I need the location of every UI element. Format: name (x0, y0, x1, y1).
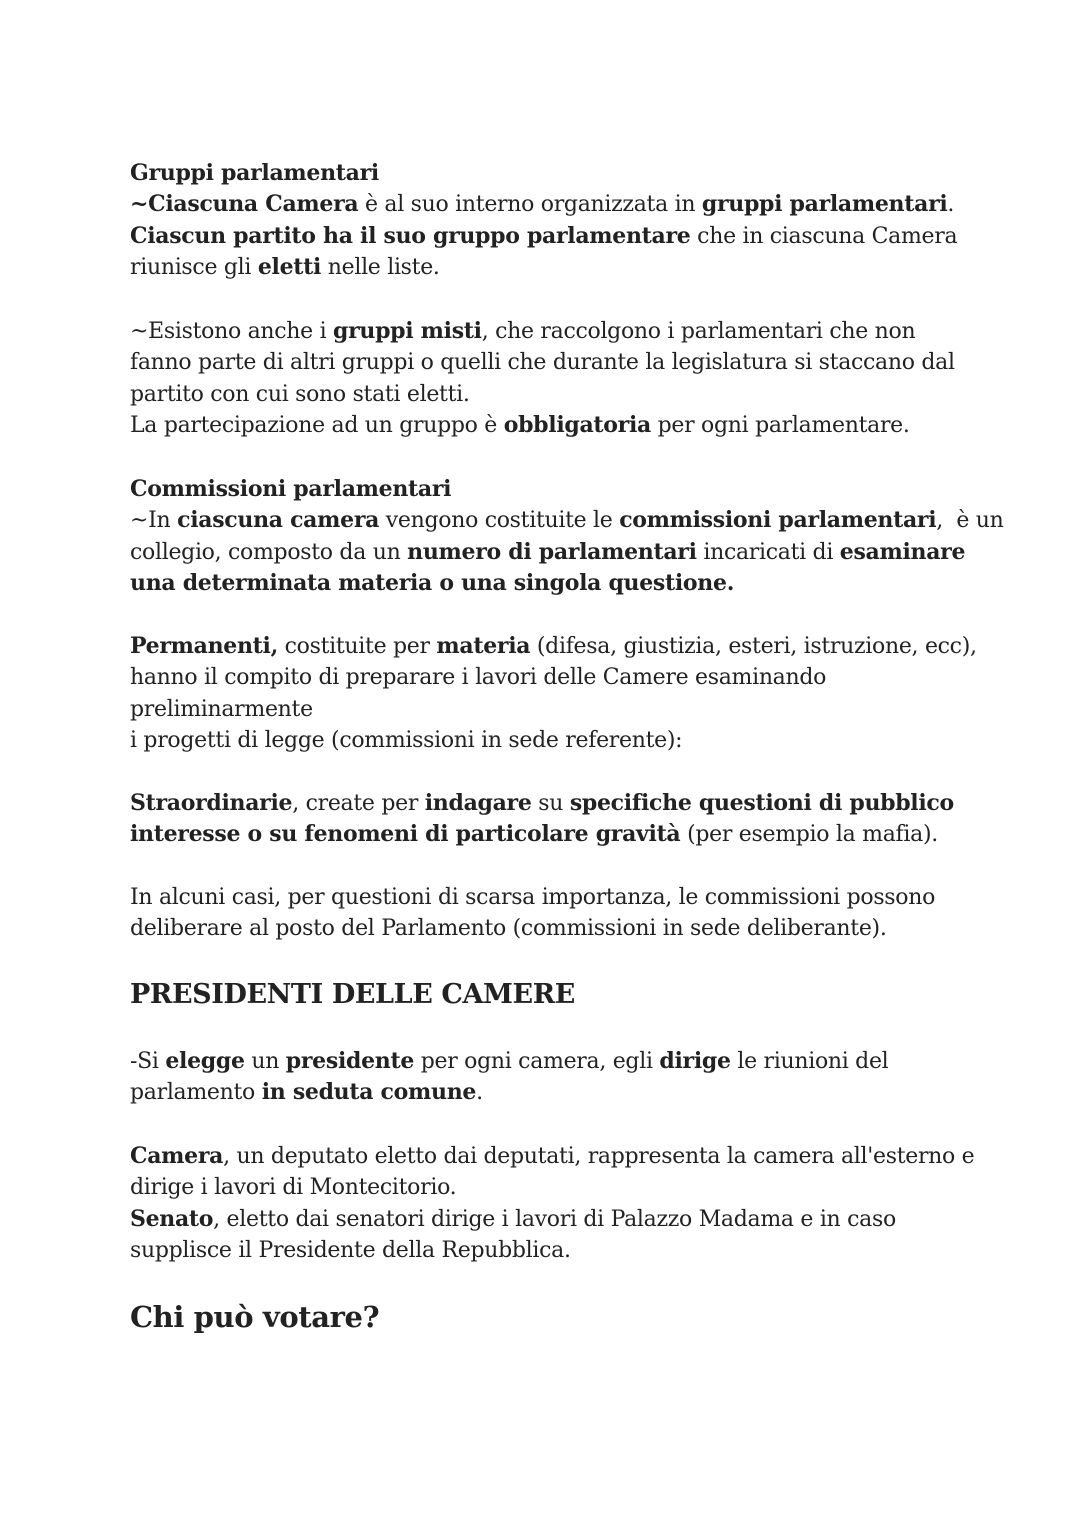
deliberante-paragraph (130, 882, 935, 945)
gruppi-misti-paragraph (130, 316, 955, 442)
presidenti-heading: PRESIDENTI DELLE CAMERE (130, 979, 575, 1010)
camera-line-2: dirige i lavori di Montecitorio. (130, 1175, 457, 1201)
misti-line-2: fanno parte di altri gruppi o quelli che durante la legislatura si staccano dal (130, 350, 955, 376)
commissioni-line-2: collegio, composto da un numero di parlamentari incaricati di esaminare (130, 538, 966, 565)
permanenti-line-3: preliminarmente (130, 696, 313, 722)
gruppi-line-1: ~Ciascuna Camera è al suo interno organizzata in gruppi parlamentari. (130, 191, 955, 218)
commissioni-line-1: ~In ciascuna camera vengono costituite le commissioni parlamentari, è un (130, 507, 1004, 534)
straordinarie-line-1: Straordinarie, create per indagare su specifiche questioni di pubblico (130, 790, 954, 816)
senato-line-1: Senato, eletto dai senatori dirige i lavori di Palazzo Madama e in caso (130, 1205, 896, 1232)
commissioni-line-3: una determinata materia o una singola questione. (130, 570, 735, 597)
permanenti-line-2: hanno il compito di preparare i lavori delle Camere esaminando (130, 665, 827, 691)
deliberante-line-1: In alcuni casi, per questioni di scarsa importanza, le commissioni possono (130, 885, 936, 910)
deliberante-line-2: deliberare al posto del Parlamento (commissioni in sede deliberante). (130, 916, 887, 942)
commissioni-section (130, 474, 1004, 600)
permanenti-line-1: Permanenti, costituite per materia (difesa, giustizia, esteri, istruzione, ecc), (130, 633, 977, 659)
misti-line-1: ~Esistono anche i gruppi misti, che raccolgono i parlamentari che non (130, 318, 916, 344)
straordinarie-line-2: interesse o su fenomeni di particolare gravità (per esempio la mafia). (130, 821, 938, 848)
permanenti-line-4: i progetti di legge (commissioni in sede referente): (130, 728, 683, 754)
presidenti-line-2: parlamento in seduta comune. (130, 1079, 483, 1106)
misti-line-4: La partecipazione ad un gruppo è obbligatoria per ogni parlamentare. (130, 412, 910, 439)
presidenti-line-1: -Si elegge un presidente per ogni camera, egli dirige le riunioni del (130, 1048, 889, 1074)
votare-heading: Chi può votare? (130, 1300, 380, 1334)
permanenti-paragraph (130, 631, 977, 757)
straordinarie-paragraph (130, 788, 954, 851)
presidenti-paragraph-1 (130, 1046, 888, 1109)
presidenti-paragraph-2 (130, 1141, 974, 1267)
gruppi-line-2: Ciascun partito ha il suo gruppo parlamentare che in ciascuna Camera (130, 222, 958, 249)
senato-line-2: supplisce il Presidente della Repubblica. (130, 1238, 571, 1264)
commissioni-heading: Commissioni parlamentari (130, 476, 452, 502)
gruppi-line-3: riunisce gli eletti nelle liste. (130, 254, 440, 281)
gruppi-heading: Gruppi parlamentari (130, 160, 379, 186)
misti-line-3: partito con cui sono stati eletti. (130, 381, 470, 407)
camera-line-1: Camera, un deputato eletto dai deputati, rappresenta la camera all'esterno e (130, 1143, 975, 1169)
gruppi-section (130, 158, 957, 284)
